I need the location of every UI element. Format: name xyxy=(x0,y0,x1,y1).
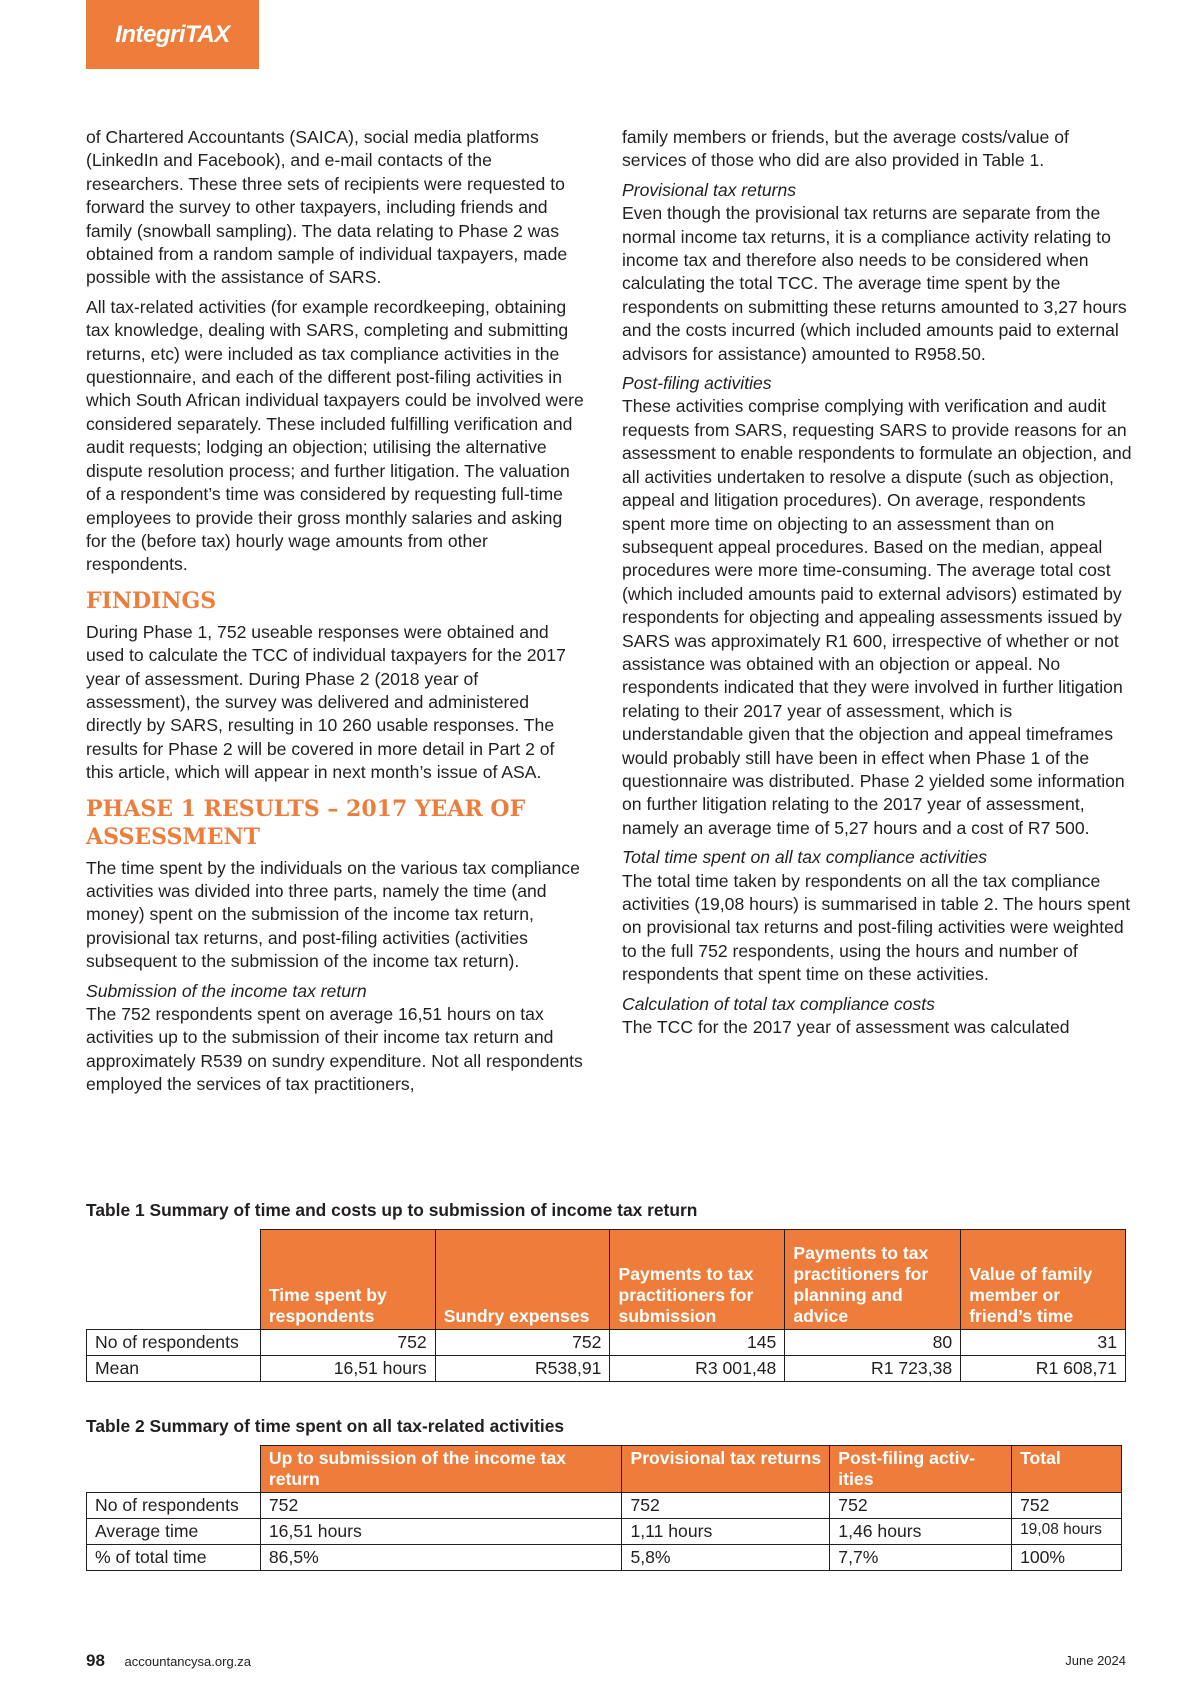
table2-header: Provisional tax returns xyxy=(622,1446,830,1493)
table-cell: 1,11 hours xyxy=(622,1519,830,1545)
table1-header: Payments to tax practitioners for planning and advice xyxy=(785,1230,961,1330)
page-number: 98 xyxy=(86,1651,105,1670)
phase1-text: The time spent by the individuals on the various tax compliance activities was divided into three parts, namely the time (and money) spent on the submission of the income tax return, provisional tax returns, and post-filing activities (activities subsequent to the submission of the income tax return). xyxy=(86,857,580,972)
postfiling-subheading: Post-filing activities xyxy=(622,373,772,394)
row-label: % of total time xyxy=(87,1545,261,1571)
table-row xyxy=(87,1493,1122,1519)
right-column xyxy=(622,126,1132,1045)
row-label: Mean xyxy=(87,1356,261,1382)
table1-header-row xyxy=(87,1230,1126,1330)
paragraph: of Chartered Accountants (SAICA), social media platforms (LinkedIn and Facebook), and e-mail contacts of the researchers. These three sets of recipients were requested to forward the survey to other taxpayers, including friends and family (snowball sampling). The data relating to Phase 2 was obtained from a random sample of individual taxpayers, made possible with the assistance of SARS. xyxy=(86,127,568,288)
table-cell: 752 xyxy=(435,1330,610,1356)
table-cell: 752 xyxy=(830,1493,1012,1519)
table1-header: Time spent by respondents xyxy=(260,1230,435,1330)
table-cell: 7,7% xyxy=(830,1545,1012,1571)
table2-header: Up to submission of the income tax return xyxy=(260,1446,622,1493)
table-cell: R1 608,71 xyxy=(961,1356,1126,1382)
table-cell: 31 xyxy=(961,1330,1126,1356)
intro-text: family members or friends, but the average costs/value of services of those who did are also provided in Table 1. xyxy=(622,127,1069,171)
table-row xyxy=(87,1545,1122,1571)
table2-header: Post-filing activ-ities xyxy=(830,1446,1012,1493)
table1-header: Value of family member or friend’s time xyxy=(961,1230,1126,1330)
table-cell: 16,51 hours xyxy=(260,1356,435,1382)
table2-header: Total xyxy=(1012,1446,1122,1493)
submission-subheading: Submission of the income tax return xyxy=(86,980,367,1001)
page-footer xyxy=(86,1651,1126,1671)
table1-caption: Table 1 Summary of time and costs up to submission of income tax return xyxy=(86,1200,698,1220)
table-cell: 100% xyxy=(1012,1545,1122,1571)
table1-header: Sundry expenses xyxy=(435,1230,610,1330)
table-cell: 752 xyxy=(622,1493,830,1519)
findings-heading: FINDINGS xyxy=(86,587,217,614)
phase1-heading: PHASE 1 RESULTS – 2017 YEAR OF ASSESSMENT xyxy=(86,795,526,850)
table-cell: 19,08 hours xyxy=(1012,1519,1122,1545)
table-cell: R3 001,48 xyxy=(610,1356,785,1382)
table-cell: 5,8% xyxy=(622,1545,830,1571)
paragraph: All tax-related activities (for example recordkeeping, obtaining tax knowledge, dealing with SARS, completing and submitting returns, etc) were included as tax compliance activities in the questionnaire, and each of the different post-filing activities in which South African individual taxpayers could be involved were considered separately. These included fulfilling verification and audit requests; lodging an objection; utilising the alternative dispute resolution process; and further litigation. The valuation of a respondent’s time was considered by requesting full-time employees to provide their gross monthly salaries and asking for the (before tax) hourly wage amounts from other respondents. xyxy=(86,296,584,575)
integritax-logo xyxy=(86,0,259,69)
table-cell: 752 xyxy=(260,1330,435,1356)
website-link[interactable]: accountancysa.org.za xyxy=(124,1654,252,1669)
table-cell: 86,5% xyxy=(260,1545,622,1571)
table-row xyxy=(87,1519,1122,1545)
tables-section xyxy=(86,1200,1126,1571)
table-cell: 80 xyxy=(785,1330,961,1356)
table2 xyxy=(86,1445,1122,1571)
table-cell: 145 xyxy=(610,1330,785,1356)
left-column xyxy=(86,126,586,1103)
row-label: No of respondents xyxy=(87,1493,261,1519)
table2-header-row xyxy=(87,1446,1122,1493)
provisional-subheading: Provisional tax returns xyxy=(622,179,797,200)
table1-corner xyxy=(87,1230,261,1330)
total-time-text: The total time taken by respondents on all the tax compliance activities (19,08 hours) is summarised in table 2. The hours spent on provisional tax returns and post-filing activities were weighted to the full 752 respondents, using the hours and number of respondents that spent time on these activities. xyxy=(622,870,1131,985)
issue-date: June 2024 xyxy=(1065,1653,1126,1668)
submission-text: The 752 respondents spent on average 16,51 hours on tax activities up to the submission of their income tax return and approximately R539 on sundry expenditure. Not all respondents employed the services of tax practitioners, xyxy=(86,1004,583,1095)
table2-caption: Table 2 Summary of time spent on all tax-related activities xyxy=(86,1416,565,1436)
table-row xyxy=(87,1330,1126,1356)
findings-text: During Phase 1, 752 useable responses were obtained and used to calculate the TCC of individual taxpayers for the 2017 year of assessment. During Phase 2 (2018 year of assessment), the survey was delivered and administered directly by SARS, resulting in 10 260 usable responses. The results for Phase 2 will be covered in more detail in Part 2 of this article, which will appear in next month’s issue of ASA. xyxy=(86,621,566,783)
table-cell: R538,91 xyxy=(435,1356,610,1382)
table2-corner xyxy=(87,1446,261,1493)
logo-text: IntegriTAX xyxy=(115,20,230,48)
table1 xyxy=(86,1229,1126,1382)
table-cell: R1 723,38 xyxy=(785,1356,961,1382)
row-label: No of respondents xyxy=(87,1330,261,1356)
table-row xyxy=(87,1356,1126,1382)
provisional-text: Even though the provisional tax returns are separate from the normal income tax returns, it is a compliance activity relating to income tax and therefore also needs to be considered when calculating the total TCC. The average time spent by the respondents on submitting these returns amounted to 3,27 hours and the costs incurred (which included amounts paid to external advisors for assistance) amounted to R958.50. xyxy=(622,203,1127,364)
table1-header: Payments to tax practitioners for submission xyxy=(610,1230,785,1330)
calc-text: The TCC for the 2017 year of assessment was calculated xyxy=(622,1017,1070,1038)
postfiling-text: These activities comprise complying with verification and audit requests from SARS, requesting SARS to provide reasons for an assessment to enable respondents to formulate an objection, and all activities undertaken to resolve a dispute (such as objection, appeal and litigation procedures). On average, respondents spent more time on objecting to an assessment than on subsequent appeal procedures. Based on the median, appeal procedures were more time-consuming. The average total cost (which included amounts paid to external advisors) estimated by respondents for objecting and appealing assessments issued by SARS was approximately R1 600, irrespective of whether or not assistance was obtained with an objection or appeal. No respondents indicated that they were involved in further litigation relating to their 2017 year of assessment, which is understandable given that the objection and appeal timeframes would probably still have been in effect when Phase 1 of the questionnaire was distributed. Phase 2 yielded some information on further litigation relating to the 2017 year of assessment, namely an average time of 5,27 hours and a cost of R7 500. xyxy=(622,396,1132,838)
calc-subheading: Calculation of total tax compliance costs xyxy=(622,993,935,1014)
table-cell: 752 xyxy=(1012,1493,1122,1519)
table-cell: 752 xyxy=(260,1493,622,1519)
table-cell: 16,51 hours xyxy=(260,1519,622,1545)
total-time-subheading: Total time spent on all tax compliance activities xyxy=(622,847,988,868)
row-label: Average time xyxy=(87,1519,261,1545)
table-cell: 1,46 hours xyxy=(830,1519,1012,1545)
